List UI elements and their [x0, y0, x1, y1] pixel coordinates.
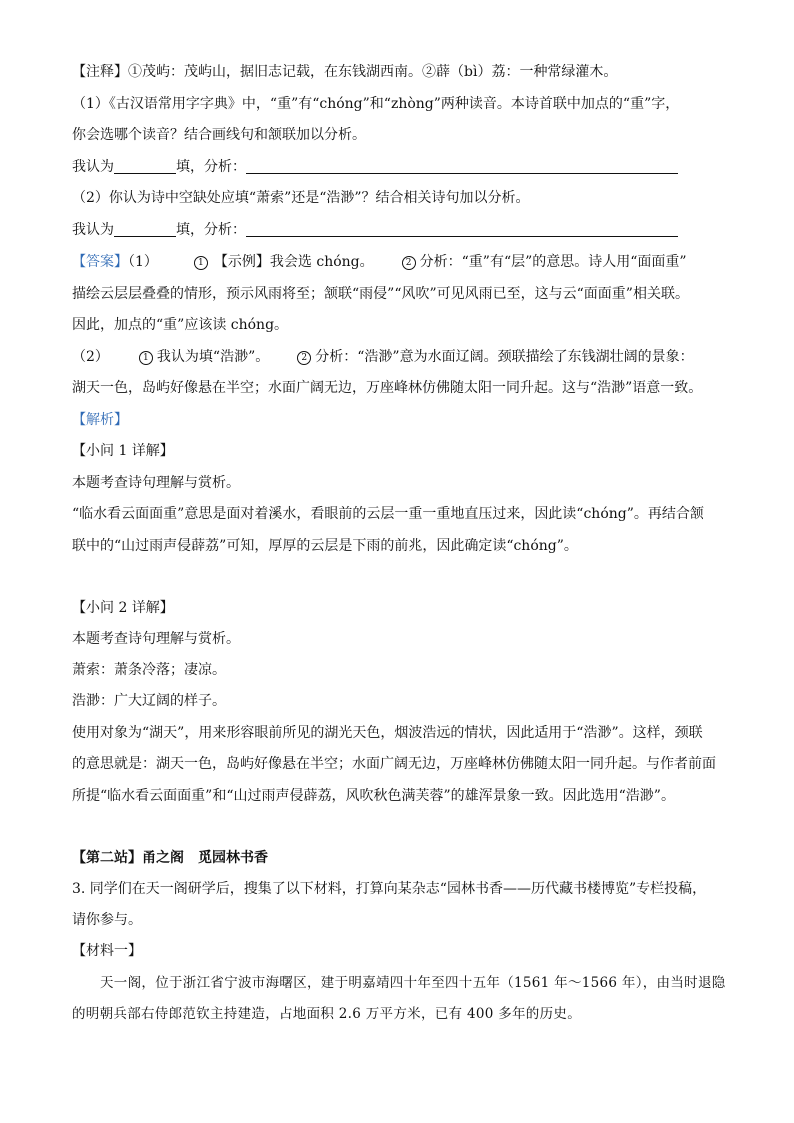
sub-question-1-title: 【小问 1 详解】 [72, 443, 174, 459]
sub-question-2-line-6: 所提“临水看云面面重”和“山过雨声侵薜荔，风吹秋色满芙蓉”的雄浑景象一致。因此选用“浩渺”。 [72, 788, 675, 804]
question-1-line-1: （1）《古汉语常用字字典》中，“重”有“chóng”和“zhòng”两种读音。本诗首联中加点的“重”字， [72, 96, 680, 112]
answer-label: 【答案】 [72, 254, 128, 270]
sub-question-1-line-2: “临水看云面面重”意思是面对着溪水，看眼前的云层一重一重地直压过来，因此读“chóng”。再结合颔 [72, 506, 704, 522]
fill-blank[interactable] [114, 159, 176, 174]
material-1-line-2: 的明朝兵部右侍郎范钦主持建造，占地面积 2.6 万平方米，已有 400 多年的历史。 [72, 1006, 582, 1022]
circled-number-1: 1 [139, 351, 153, 365]
sub-question-2-line-5: 的意思就是：湖天一色，岛屿好像悬在半空；水面广阔无边，万座峰林仿佛随太阳一同升起。与作者前面 [72, 756, 716, 772]
answer-2-number: （2） [72, 349, 109, 365]
question-2-line-1: （2）你认为诗中空缺处应填“萧索”还是“浩渺”？结合相关诗句加以分析。 [72, 190, 530, 206]
answer-2-text-2: 分析：“浩渺”意为水面辽阔。颈联描绘了东钱湖壮阔的景象： [315, 349, 694, 365]
sub-question-2-line-4: 使用对象为“湖天”，用来形容眼前所见的湖光天色，烟波浩远的情状，因此适用于“浩渺”。这样，颈联 [72, 725, 703, 741]
analysis-underline[interactable] [246, 159, 678, 174]
note-line: 【注释】①茂屿：茂屿山，据旧志记载，在东钱湖西南。②薜（bì）荔：一种常绿灌木。 [72, 64, 618, 80]
answer-1-line-1 [72, 252, 687, 272]
sub-question-2-line-3: 浩渺：广大辽阔的样子。 [72, 693, 226, 709]
sub-question-2-line-1: 本题考查诗句理解与赏析。 [72, 631, 240, 647]
sub-question-1-line-1: 本题考查诗句理解与赏析。 [72, 475, 240, 491]
question-1-line-2: 你会选哪个读音？结合画线句和颔联加以分析。 [72, 127, 366, 143]
answer-1-number: （1） [128, 254, 158, 270]
analysis-underline[interactable] [246, 222, 678, 237]
material-1-title: 【材料一】 [72, 943, 142, 959]
answer-2-line-2: 湖天一色，岛屿好像悬在半空；水面广阔无边，万座峰林仿佛随太阳一同升起。这与“浩渺”语意一致。 [72, 380, 703, 396]
answer-1-text-1: 【示例】我会选 chóng。 [213, 254, 374, 270]
answer-2-line-1 [72, 347, 694, 367]
answer-mid: 填，分析： [176, 222, 246, 238]
sub-question-2-line-2: 萧索：萧条冷落；凄凉。 [72, 662, 226, 678]
analysis-label: 【解析】 [72, 412, 128, 428]
question-3-line-1: 3. 同学们在天一阁研学后，搜集了以下材料，打算向某杂志“园林书香——历代藏书楼博览”专栏投稿， [72, 881, 707, 897]
question-1-answer-line [72, 157, 678, 177]
circled-number-1: 1 [194, 256, 208, 270]
station-2-title: 【第二站】甬之阁 觅园林书香 [72, 850, 268, 866]
question-3-line-2: 请你参与。 [72, 912, 142, 928]
question-2-answer-line [72, 220, 678, 240]
answer-1-line-2: 描绘云层层叠叠的情形，预示风雨将至；颔联“雨侵”“风吹”可见风雨已至，这与云“面面重”相关联。 [72, 286, 689, 302]
answer-2-text-1: 我认为填“浩渺”。 [156, 349, 270, 365]
answer-mid: 填，分析： [176, 159, 246, 175]
answer-prefix: 我认为 [72, 222, 114, 238]
answer-1-text-2: 分析：“重”有“层”的意思。诗人用“面面重” [419, 254, 687, 270]
fill-blank[interactable] [114, 222, 176, 237]
answer-prefix: 我认为 [72, 159, 114, 175]
circled-number-2: 2 [297, 351, 311, 365]
circled-number-2: 2 [402, 256, 416, 270]
sub-question-1-line-3: 联中的“山过雨声侵薜荔”可知，厚厚的云层是下雨的前兆，因此确定读“chóng”。 [72, 538, 578, 554]
sub-question-2-title: 【小问 2 详解】 [72, 600, 174, 616]
answer-1-line-3: 因此，加点的“重”应该读 chóng。 [72, 317, 289, 333]
material-1-line-1: 天一阁，位于浙江省宁波市海曙区，建于明嘉靖四十年至四十五年（1561 年～1566 年），由当时退隐 [100, 975, 726, 991]
